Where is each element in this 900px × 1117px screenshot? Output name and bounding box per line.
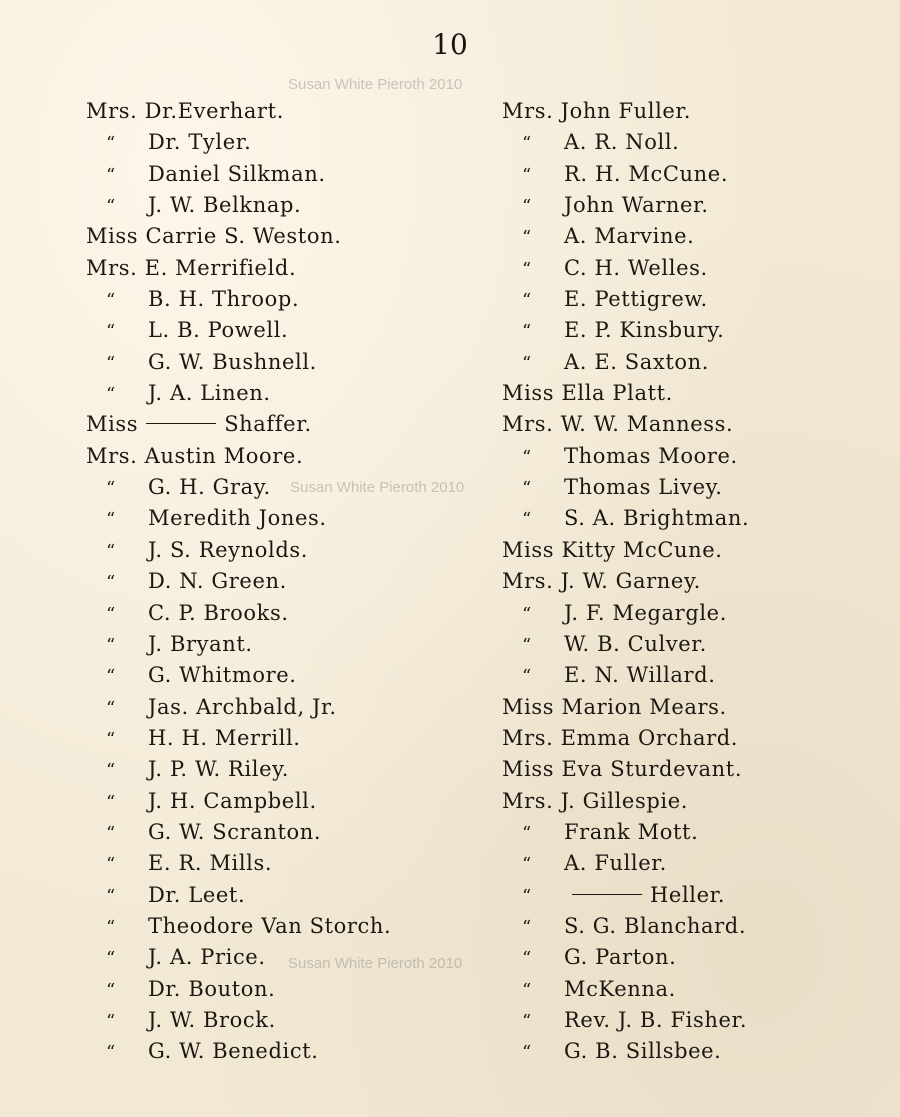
ditto-mark: “ <box>106 948 116 970</box>
name-entry <box>502 942 749 973</box>
name-text: R. H. McCune. <box>564 161 729 186</box>
name-entry <box>502 472 749 503</box>
name-text: E. N. Willard. <box>564 663 716 688</box>
name-entry <box>86 942 391 973</box>
name-entry <box>86 503 391 534</box>
name-text: Jas. Archbald, Jr. <box>148 694 337 719</box>
name-text: Mrs. Austin Moore. <box>86 443 304 468</box>
name-text: Daniel Silkman. <box>148 161 326 186</box>
name-text: Shaffer. <box>224 412 312 437</box>
name-text: Mrs. J. W. Garney. <box>502 569 701 594</box>
name-entry <box>502 503 749 534</box>
watermark: Susan White Pieroth 2010 <box>290 479 465 496</box>
name-text: E. Pettigrew. <box>564 287 708 312</box>
name-entry <box>502 253 749 284</box>
name-text: Mrs. Dr.Everhart. <box>86 99 284 123</box>
name-entry <box>86 723 391 754</box>
name-entry <box>502 535 749 566</box>
name-text: H. H. Merrill. <box>148 725 301 750</box>
ditto-mark: “ <box>106 822 116 844</box>
ditto-mark: “ <box>106 572 116 594</box>
name-text: Dr. Bouton. <box>148 976 276 1001</box>
name-entry <box>502 347 749 378</box>
ditto-mark: “ <box>522 634 532 656</box>
name-text: J. P. W. Riley. <box>148 757 290 782</box>
name-text: J. W. Brock. <box>148 1007 276 1032</box>
name-text: Frank Mott. <box>564 819 699 844</box>
name-text: Meredith Jones. <box>148 506 327 531</box>
name-entry <box>86 817 391 848</box>
name-entry <box>86 629 391 660</box>
name-entry <box>502 221 749 252</box>
name-text: J. F. Megargle. <box>564 600 727 625</box>
name-entry <box>86 472 391 503</box>
name-entry <box>502 190 749 221</box>
ditto-mark: “ <box>106 603 116 625</box>
name-entry <box>86 754 391 785</box>
ditto-mark: “ <box>106 666 116 688</box>
name-text: John Warner. <box>564 193 709 218</box>
name-entry <box>502 127 749 158</box>
ditto-mark: “ <box>106 196 116 218</box>
name-text: Mrs. J. Gillespie. <box>502 788 688 813</box>
name-text: L. B. Powell. <box>148 318 289 343</box>
ditto-mark: “ <box>106 697 116 719</box>
name-entry <box>502 409 749 440</box>
name-text: J. H. Campbell. <box>148 788 317 813</box>
ditto-mark: “ <box>106 916 116 938</box>
blank-line <box>146 423 216 424</box>
name-text: C. H. Welles. <box>564 255 708 280</box>
name-text: G. W. Bushnell. <box>148 349 317 374</box>
watermark: Susan White Pieroth 2010 <box>288 76 463 93</box>
ditto-mark: “ <box>106 885 116 907</box>
name-text: Dr. Tyler. <box>148 130 252 155</box>
name-text: A. R. Noll. <box>564 130 680 155</box>
ditto-mark: “ <box>106 384 116 406</box>
name-entry <box>502 911 749 942</box>
ditto-mark: “ <box>522 478 532 500</box>
name-text: C. P. Brooks. <box>148 600 289 625</box>
name-entry <box>86 660 391 691</box>
name-text: Rev. J. B. Fisher. <box>564 1007 748 1032</box>
ditto-mark: “ <box>522 885 532 907</box>
ditto-mark: “ <box>106 540 116 562</box>
name-entry <box>502 598 749 629</box>
name-text: G. Whitmore. <box>148 663 297 688</box>
name-text: W. B. Culver. <box>564 631 707 656</box>
name-entry <box>502 378 749 409</box>
ditto-mark: “ <box>106 164 116 186</box>
name-text: J. A. Price. <box>148 945 266 970</box>
ditto-mark: “ <box>522 509 532 531</box>
name-text: G. B. Sillsbee. <box>564 1039 722 1064</box>
ditto-mark: “ <box>522 446 532 468</box>
name-text: B. H. Throop. <box>148 287 300 312</box>
name-entry <box>502 848 749 879</box>
name-entry <box>502 880 749 911</box>
name-entry <box>86 786 391 817</box>
name-entry <box>86 284 391 315</box>
name-entry <box>86 190 391 221</box>
name-text: Miss Carrie S. Weston. <box>86 224 342 249</box>
page-number: 10 <box>432 28 468 61</box>
name-entry <box>86 848 391 879</box>
name-entry <box>502 974 749 1005</box>
ditto-mark: “ <box>106 979 116 1001</box>
name-entry <box>502 754 749 785</box>
blank-line <box>572 894 642 895</box>
name-entry <box>502 1005 749 1036</box>
name-entry <box>86 409 391 440</box>
name-entry <box>502 159 749 190</box>
left-name-column <box>86 96 391 1068</box>
name-entry <box>502 660 749 691</box>
name-entry <box>502 96 749 127</box>
name-entry <box>86 253 391 284</box>
ditto-mark: “ <box>106 854 116 876</box>
name-entry <box>86 692 391 723</box>
ditto-mark: “ <box>106 321 116 343</box>
ditto-mark: “ <box>106 728 116 750</box>
name-entry <box>86 378 391 409</box>
ditto-mark: “ <box>522 603 532 625</box>
name-text: J. Bryant. <box>148 631 253 656</box>
ditto-mark: “ <box>522 133 532 155</box>
ditto-mark: “ <box>522 948 532 970</box>
name-text: A. Fuller. <box>564 851 667 876</box>
ditto-mark: “ <box>522 822 532 844</box>
name-entry <box>86 1005 391 1036</box>
ditto-mark: “ <box>522 321 532 343</box>
ditto-mark: “ <box>522 916 532 938</box>
name-entry <box>86 974 391 1005</box>
name-text: J. A. Linen. <box>148 381 271 406</box>
name-text: A. E. Saxton. <box>564 349 710 374</box>
ditto-mark: “ <box>522 352 532 374</box>
name-text: Mrs. E. Merrifield. <box>86 255 297 280</box>
name-text: G. H. Gray. <box>148 475 271 500</box>
name-text: Mrs. Emma Orchard. <box>502 725 739 750</box>
name-text: J. W. Belknap. <box>148 193 302 218</box>
ditto-mark: “ <box>106 290 116 312</box>
name-entry <box>502 629 749 660</box>
name-entry <box>502 723 749 754</box>
name-entry <box>502 441 749 472</box>
name-entry <box>86 1036 391 1067</box>
name-entry <box>86 598 391 629</box>
name-entry <box>86 127 391 158</box>
ditto-mark: “ <box>522 196 532 218</box>
name-text: Miss Eva Sturdevant. <box>502 757 743 782</box>
ditto-mark: “ <box>106 133 116 155</box>
name-entry <box>502 315 749 346</box>
name-entry <box>86 911 391 942</box>
name-entry <box>86 315 391 346</box>
ditto-mark: “ <box>522 1010 532 1032</box>
name-entry <box>86 96 391 127</box>
name-entry <box>502 692 749 723</box>
watermark: Susan White Pieroth 2010 <box>288 955 463 972</box>
name-text: Thomas Livey. <box>564 475 723 500</box>
name-text: Mrs. W. W. Manness. <box>502 412 734 437</box>
name-text: Theodore Van Storch. <box>148 913 392 938</box>
ditto-mark: “ <box>106 634 116 656</box>
name-text: G. W. Scranton. <box>148 819 322 844</box>
name-entry <box>86 535 391 566</box>
name-text: G. W. Benedict. <box>148 1039 319 1064</box>
name-text: E. P. Kinsbury. <box>564 318 725 343</box>
name-entry <box>86 221 391 252</box>
name-text: Thomas Moore. <box>564 443 738 468</box>
right-name-column <box>502 96 749 1068</box>
name-text: Dr. Leet. <box>148 882 246 907</box>
name-entry <box>502 1036 749 1067</box>
ditto-mark: “ <box>522 1042 532 1064</box>
name-text: Miss Ella Platt. <box>502 381 673 406</box>
name-entry <box>86 566 391 597</box>
name-entry <box>502 817 749 848</box>
name-entry <box>502 786 749 817</box>
name-text: D. N. Green. <box>148 569 287 594</box>
name-entry <box>86 347 391 378</box>
ditto-mark: “ <box>106 760 116 782</box>
ditto-mark: “ <box>522 979 532 1001</box>
ditto-mark: “ <box>522 290 532 312</box>
name-text: Mrs. John Fuller. <box>502 99 692 123</box>
name-text: Miss Marion Mears. <box>502 694 727 719</box>
ditto-mark: “ <box>106 509 116 531</box>
name-text: S. A. Brightman. <box>564 506 750 531</box>
ditto-mark: “ <box>106 1042 116 1064</box>
name-entry <box>86 159 391 190</box>
name-text: Miss Kitty McCune. <box>502 537 723 562</box>
name-text: J. S. Reynolds. <box>148 537 309 562</box>
name-text: A. Marvine. <box>564 224 695 249</box>
name-text: McKenna. <box>564 976 676 1001</box>
ditto-mark: “ <box>522 854 532 876</box>
ditto-mark: “ <box>522 164 532 186</box>
ditto-mark: “ <box>522 258 532 280</box>
name-entry <box>502 284 749 315</box>
ditto-mark: “ <box>106 1010 116 1032</box>
name-entry <box>86 441 391 472</box>
name-entry <box>86 880 391 911</box>
ditto-mark: “ <box>106 791 116 813</box>
name-prefix: Miss <box>86 412 139 437</box>
name-entry <box>502 566 749 597</box>
ditto-mark: “ <box>106 478 116 500</box>
ditto-mark: “ <box>522 666 532 688</box>
name-text: Heller. <box>650 882 726 907</box>
ditto-mark: “ <box>522 227 532 249</box>
name-text: E. R. Mills. <box>148 851 273 876</box>
name-text: S. G. Blanchard. <box>564 913 747 938</box>
name-text: G. Parton. <box>564 945 677 970</box>
ditto-mark: “ <box>106 352 116 374</box>
